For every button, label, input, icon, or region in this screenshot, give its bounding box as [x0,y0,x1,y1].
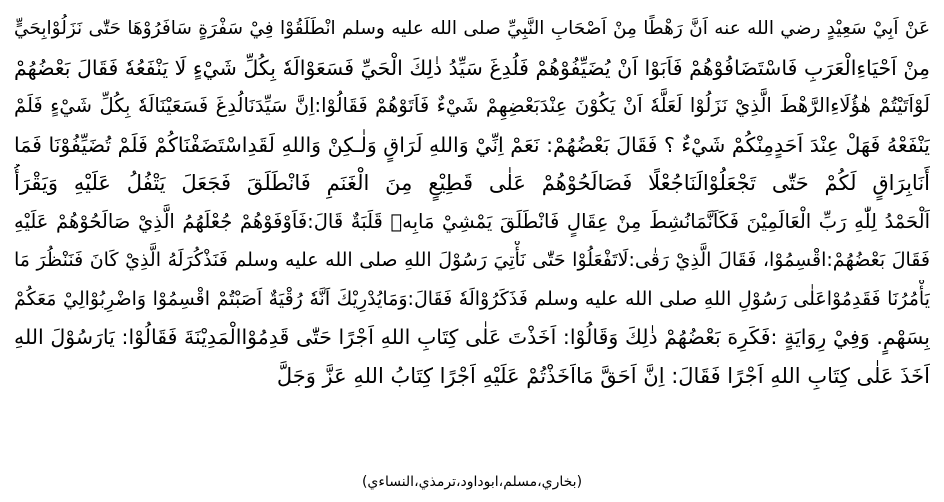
hadith-line: عَنْ اَبِيْ سَعِيْدٍ رضي الله عنه اَنَّ رَهْطًا مِنْ اَصْحَابِ النَّبِيِّ صلى الله عليه وسلم انْطَلَقُوْا فِيْ سَفْرَةٍ سَافَرُوْهَا حَتّٰى نَزَلُوْابِحَيٍّ [14,18,930,39]
hadith-line: مِنْ اَحْيَاءِالْعَرَبِ فَاسْتَضَافُوْهُمْ فَاَبَوْا اَنْ يُضَيِّفُوْهُمْ فَلُدِغَ سَيِّدُ ذٰلِكَ الْحَيِّ فَسَعَوْالَهٗ بِكُلِّ شَيْءٍ لَا يَنْفَعُهٗ فَقَالَ بَعْضُهُمْ [14,55,930,80]
hadith-line: بِسَهْمٍ. وَفِيْ رِوَايَةٍ :فَكَرِهَ بَعْضُهُمْ ذٰلِكَ وَقَالُوْا: اَخَذْتَ عَلٰى كِتَابِ اللهِ اَجْرًا حَتّٰى قَدِمُوْاالْمَدِيْنَةَ فَقَالُوْا: يَارَسُوْلَ اللهِ [14,325,930,349]
hadith-line: يَنْفَعْهُ فَهَلْ عِنْدَ اَحَدٍمِنْكُمْ شَيْءٌ ؟ فَقَالَ بَعْضُهُمْ: نَعَمْ اِنِّيْ وَاللهِ لَرَاقٍ وَلٰـكِنْ وَاللهِ لَقَدِاسْتَضَفْنَاكُمْ فَلَمْ تُضَيِّفُوْنَا فَمَا [14,132,930,157]
hadith-line: لَوْاَتَيْتُمْ هٰؤُلَاءِالرَّهْطَ الَّذِيْ نَزَلُوْا لَعَلَّهٗ اَنْ يَكُوْنَ عِنْدَبَعْضِهِمْ شَيْءٌ فَاَتَوْهُمْ فَقَالُوْا:اِنَّ سَيِّدَنَالُدِغَ فَسَعَيْنَالَهٗ بِكُلِّ شَيْءٍ فَلَمْ [14,94,930,117]
hadith-line: يَأْمُرُنَا فَقَدِمُوْاعَلٰى رَسُوْلِ اللهِ صلى الله عليه وسلم فَذَكَرُوْالَهٗ فَقَالَ:وَمَايُدْرِيْكَ اَنَّهٗ رُقْيَةٌ اَصَبْتُمْ اقْسِمُوْا وَاضْرِبُوْالِيْ مَعَكُمْ [14,287,930,310]
hadith-line: أَنَابِرَاقٍ لَكُمْ حَتّٰى تَجْعَلُوْالَنَاجُعْلًا فَصَالَحُوْهُمْ عَلٰى قَطِيْعٍ مِنَ الْغَنَمِ فَانْطَلَقَ فَجَعَلَ يَتْفُلُ عَلَيْهِ وَيَقْرَأُ [14,171,930,195]
hadith-source-citation: (بخاري،مسلم،ابوداود،ترمذي،النساءي) [361,474,583,490]
hadith-line: فَقَالَ بَعْضُهُمْ:اقْسِمُوْا، فَقَالَ الَّذِيْ رَقٰى:لَاتَفْعَلُوْا حَتّٰى نَأْتِيَ رَسُوْلَ اللهِ صلى الله عليه وسلم فَنَذْكُرَلَهُ الَّذِيْ كَانَ فَنَنْظُرَ مَا [14,249,930,271]
hadith-line: اَلْحَمْدُ لِلّٰهِ رَبِّ الْعَالَمِيْنَ فَكَاَنَّمَانُشِطَ مِنْ عِقَالٍ فَانْطَلَقَ يَمْشِيْ مَابِهٖ قَلَبَةٌ قَالَ:فَاَوْفَوْهُمْ جُعْلَهُمُ الَّذِيْ صَالَحُوْهُمْ عَلَيْهِ [14,209,930,233]
hadith-line-last: اَخَذَ عَلٰى كِتَابِ اللهِ اَجْرًا فَقَالَ: اِنَّ اَحَقَّ مَااَخَذْتُمْ عَلَيْهِ اَجْرًا كِتَابُ اللهِ عَزَّ وَجَلَّ [276,363,930,388]
